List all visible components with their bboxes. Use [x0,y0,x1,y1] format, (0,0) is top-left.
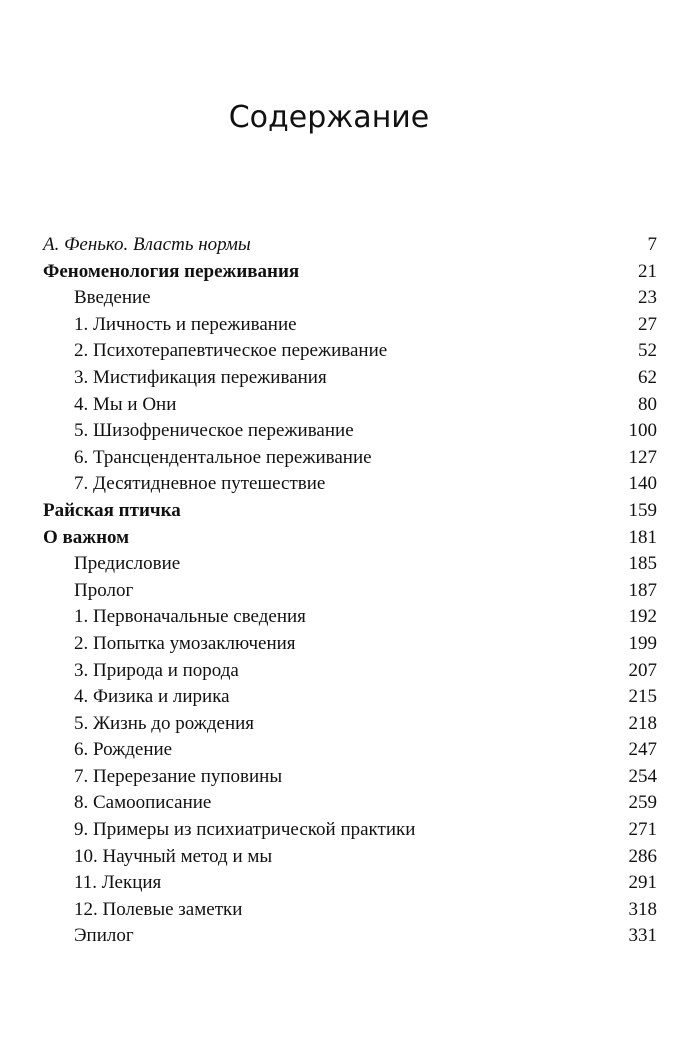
toc-entry [43,285,657,312]
toc-entry-page-number: 318 [628,898,657,920]
toc-entry-title: 9. Примеры из психиатрической практики [74,819,416,841]
toc-entry-page-number: 7 [647,234,657,255]
toc-entry-title: 2. Попытка умозаключения [74,632,296,654]
toc-entry [43,897,657,924]
toc-entry-page-number: 215 [628,686,657,708]
toc-entry-page-number: 259 [628,792,657,814]
toc-entry-title: О важном [43,526,130,548]
toc-entry-page-number: 159 [628,499,657,521]
toc-entry-page-number: 100 [628,420,657,442]
toc-entry [43,498,657,525]
toc-entry-page-number: 331 [628,925,657,947]
toc-entry [43,471,657,498]
toc-entry-title: 2. Психотерапевтическое переживание [74,340,388,362]
toc-entry-title: Райская птичка [43,499,181,521]
toc-entry-title: 5. Шизофреническое переживание [74,420,354,442]
toc-entry-page-number: 247 [628,739,657,761]
toc-entry [43,764,657,791]
toc-entry-page-number: 286 [628,845,657,867]
toc-entry [43,870,657,897]
toc-entry-title: Введение [74,287,151,309]
toc-entry-title: 7. Перерезание пуповины [74,765,283,787]
toc-entry-page-number: 271 [628,819,657,841]
toc-entry-title: 6. Рождение [74,739,173,761]
toc-entry-page-number: 291 [628,872,657,894]
toc-entry-page-number: 140 [628,473,657,495]
toc-entry-page-number: 27 [638,313,657,335]
toc-entry [43,711,657,738]
toc-entry [43,259,657,286]
toc-entry [43,392,657,419]
toc-entry-page-number: 23 [638,287,657,309]
toc-entry-page-number: 62 [638,366,657,388]
toc-entry-title: Феноменология переживания [43,260,300,282]
toc-entry-title: 8. Самоописание [74,792,212,814]
toc-entry-page-number: 218 [628,712,657,734]
toc-entry [43,790,657,817]
toc-entry [43,578,657,605]
toc-entry-title: 11. Лекция [74,872,162,894]
toc-entry-page-number: 254 [628,765,657,787]
toc-entry [43,684,657,711]
toc-entry-title: 1. Личность и переживание [74,313,297,335]
toc-entry [43,631,657,658]
toc-entry-page-number: 127 [628,446,657,468]
toc-entry-page-number: 181 [628,526,657,548]
toc-entry [43,445,657,472]
toc-entry-page-number: 207 [628,659,657,681]
toc-entry-title: Пролог [74,579,134,601]
toc-entry-page-number: 187 [628,579,657,601]
toc-entry [43,551,657,578]
toc-entry-page-number: 52 [638,340,657,362]
toc-entry [43,817,657,844]
toc-entry [43,525,657,552]
toc-entry [43,923,657,950]
toc-entry [43,658,657,685]
page-title: Содержание [228,100,430,135]
toc-entry-page-number: 192 [628,606,657,628]
toc-entry-title: 10. Научный метод и мы [74,845,273,867]
toc-entry [43,232,657,259]
toc-entry [43,737,657,764]
toc-entry-title: 4. Мы и Они [74,393,177,415]
toc-entry [43,365,657,392]
toc-entry-title: Предисловие [74,553,181,575]
toc-entry-title: 3. Природа и порода [74,659,239,681]
toc-entry-page-number: 185 [628,553,657,575]
table-of-contents [43,232,657,950]
toc-entry-page-number: 80 [638,393,657,415]
toc-entry-title: А. Фенько. Власть нормы [43,234,251,255]
toc-entry [43,312,657,339]
toc-entry-title: 4. Физика и лирика [74,686,230,708]
toc-entry-title: 1. Первоначальные сведения [74,606,306,628]
toc-entry-title: Эпилог [74,925,134,947]
toc-entry-title: 5. Жизнь до рождения [74,712,255,734]
toc-entry [43,604,657,631]
toc-entry-title: 7. Десятидневное путешествие [74,473,326,495]
toc-entry-title: 3. Мистификация переживания [74,366,327,388]
toc-entry [43,338,657,365]
toc-entry-title: 6. Трансцендентальное переживание [74,446,372,468]
toc-entry-title: 12. Полевые заметки [74,898,243,920]
toc-entry [43,418,657,445]
toc-entry-page-number: 21 [638,260,657,282]
toc-entry-page-number: 199 [628,632,657,654]
toc-entry [43,844,657,871]
